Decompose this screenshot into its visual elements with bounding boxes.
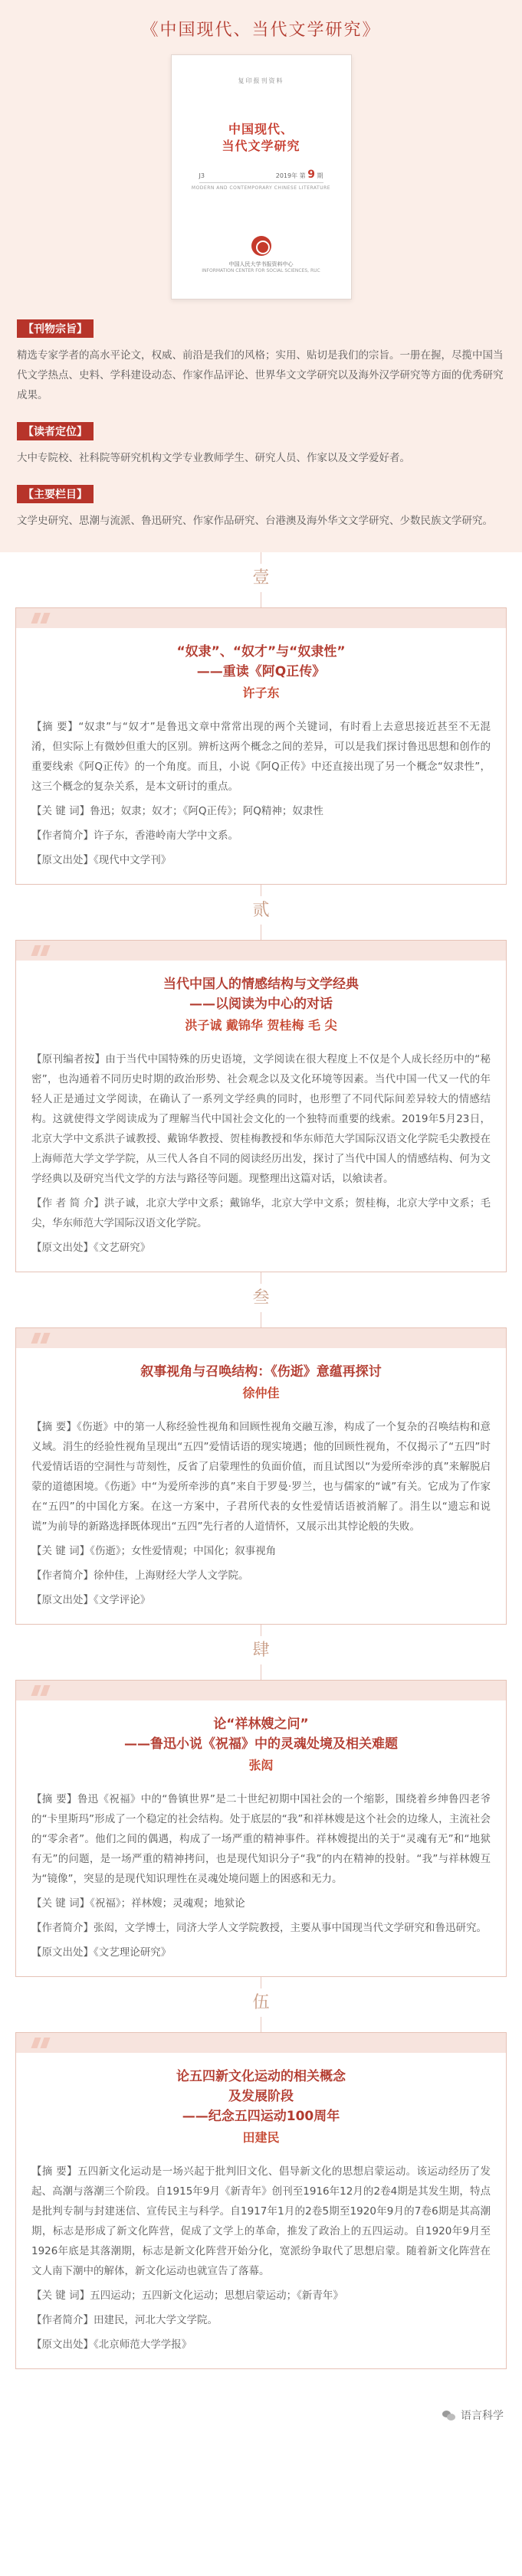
article-number-text: 壹 [245,564,277,592]
cover-year: 2019年 [275,172,298,179]
cover-title-line2: 当代文学研究 [222,139,300,153]
article-card [15,1327,507,1625]
article-heading [16,2053,506,2157]
article-card [15,1680,507,1977]
article-title: 当代中国人的情感结构与文学经典 [163,977,359,992]
article-source: 【原文出处】《文艺研究》 [31,1242,151,1254]
article-divider [0,1625,522,1680]
article-number-text: 贰 [245,896,277,925]
article-subtitle: ——以阅读为中心的对话 [189,997,333,1012]
article-card [15,940,507,1272]
article-divider [0,885,522,940]
article-card [15,2032,507,2369]
article-author-info: 【作者简介】徐仲佳，上海财经大学人文学院。 [31,1569,249,1582]
article-number-text: 伍 [245,1988,277,2017]
article-heading [16,961,506,1045]
banner-chevron-icon [33,2036,51,2050]
cover-issue [276,169,323,181]
article-author-info: 【作者简介】张闳，文学博士，同济大学人文学院教授，主要从事中国现当代文学研究和鲁迅研究。 [31,1922,487,1934]
article-source: 【原文出处】《现代中文学刊》 [31,854,172,866]
article-number [0,565,522,588]
journal-cover-image [171,54,352,299]
article-card [15,607,507,885]
article-summary: 【摘 要】五四新文化运动是一场兴起于批判旧文化、倡导新文化的思想启蒙运动。该运动经历了发起、高潮与落潮三个阶段。自1915年9月《新青年》创刊至1916年12月的2卷4期是其发生期，特点是批判专制与封建迷信、宣传民主与科学。自1917年1月的2卷5期至1920年9月的7卷6期是其高潮期，标志是形成了新文化阵营，促成了文学上的革命，推发了政治上的五四运动。自1920年9月至1926年底是其落潮期，标志是新文化阵营开始分化，宽派纷争取代了思想启蒙。随着新文化阵营在文人南下潮中的解体，新文化运动也就宣告了落幕。 [31,2165,491,2277]
section-label: 【刊物宗旨】 [17,319,94,338]
cover-issue-number: 9 [307,169,315,181]
cover-publisher: 中国人民大学书报资料中心 [228,261,294,267]
article-subtitle: ——纪念五四运动100周年 [182,2109,340,2124]
article-keywords: 【关 键 词】《伤逝》；女性爱情观；中国化；叙事视角 [31,1545,277,1557]
cover-code: J3 [199,172,205,179]
cover-wrap [17,54,505,299]
cover-issue-row [199,169,323,183]
card-banner [16,608,506,628]
section-label: 【主要栏目】 [17,485,94,503]
footer [0,2369,522,2430]
article-subtitle: ——鲁迅小说《祝福》中的灵魂处境及相关难题 [124,1736,398,1752]
article-source: 【原文出处】《文学评论》 [31,1594,151,1606]
article-source: 【原文出处】《北京师范大学学报》 [31,2339,192,2351]
section-label: 【读者定位】 [17,422,94,440]
article-keywords: 【关 键 词】《祝福》；祥林嫂；灵魂观；地狱论 [31,1897,245,1910]
article-author: 张闳 [248,1758,274,1772]
article-title-line2: 及发展阶段 [228,2089,294,2104]
article-number-text: 肆 [245,1636,277,1664]
banner-chevron-icon [33,1684,51,1697]
cover-title-line1: 中国现代、 [228,122,294,136]
section-text: 文学史研究、思潮与流派、鲁迅研究、作家作品研究、台港澳及海外华文文学研究、少数民族文学研究。 [17,515,493,527]
publisher-logo-icon [251,236,271,256]
watermark [442,2407,504,2423]
article-body [16,1045,506,1272]
article-number [0,897,522,921]
card-banner [16,1328,506,1348]
article-number [0,1285,522,1308]
watermark-text: 语言科学 [461,2410,504,2422]
banner-chevron-icon [33,944,51,957]
article-summary: 【原刊编者按】由于当代中国特殊的历史语境，文学阅读在很大程度上不仅是个人成长经历中的“秘密”，也沟通着不同历史时期的政治形势、社会观念以及文化环境等因素。当代中国一代又一代的年轻人正是通过文学阅读，在确认了一系列文学经典的同时，也形塑了不同代际间差异较大的情感结构。这就使得文学阅读成为了理解当代中国社会文化的一个独特而重要的线索。2019年5月23日，北京大学中文系洪子诚教授、戴锦华教授、贺桂梅教授和华东师范大学国际汉语文化学院毛尖教授在上海师范大学文学学院，从三代人各自不同的阅读经历出发，探讨了当代中国人的情感结构、何为文学经典以及研究当代文学的方法与路径等问题。现整理出这篇对话，以飨读者。 [31,1053,491,1185]
article-author: 许子东 [242,686,280,700]
journal-intro [0,0,522,552]
article-divider [0,1272,522,1327]
card-banner [16,1681,506,1700]
article-number [0,1637,522,1661]
section-text: 精选专家学者的高水平论文，权威、前沿是我们的风格；实用、贴切是我们的宗旨。一册在握，尽揽中国当代文学热点、史料、学科建设动态、作家作品评论、世界华文文学研究以及海外汉学研究等方面的优秀研究成果。 [17,349,504,401]
cover-issue-prefix: 第 [299,172,306,179]
article-body [16,1785,506,1976]
article-source: 【原文出处】《文艺理论研究》 [31,1946,172,1959]
article-author: 徐仲佳 [242,1386,280,1400]
article-heading [16,1700,506,1785]
article-author-info: 【作者简介】田建民，河北大学文学院。 [31,2314,218,2326]
info-section-columns [17,485,505,531]
section-text: 大中专院校、社科院等研究机构文学专业教师学生、研究人员、作家以及文学爱好者。 [17,452,410,464]
banner-chevron-icon [33,611,51,625]
info-section-purpose [17,319,505,405]
article-author: 田建民 [242,2130,280,2145]
cover-english-title: MODERN AND CONTEMPORARY CHINESE LITERATURE [191,185,331,191]
article-heading [16,628,506,712]
article-heading [16,1348,506,1412]
info-section-readers [17,422,505,468]
article-summary: 【摘 要】“奴隶”与“奴才”是鲁迅文章中常常出现的两个关键词，有时看上去意思接近甚至不无混淆，但实际上有微妙但重大的区别。辨析这两个概念之间的差异，可以是我们探讨鲁迅思想和创作的重要线索《阿Q正传》的一个角度。而且，小说《阿Q正传》中还直接出现了另一个概念“奴隶性”，这三个概念的复杂关系，是本文研讨的重点。 [31,721,491,793]
banner-chevron-icon [33,1331,51,1345]
article-body [16,712,506,884]
article-body [16,1412,506,1624]
article-title: 叙事视角与召唤结构：《伤逝》意蕴再探讨 [140,1364,382,1380]
card-banner [16,941,506,961]
article-number-text: 叁 [245,1284,277,1312]
article-number [0,1989,522,2013]
article-keywords: 【关 键 词】鲁迅；奴隶；奴才；《阿Q正传》；阿Q精神；奴隶性 [31,805,323,817]
article-author-info: 【作 者 简 介】洪子诚，北京大学中文系；戴锦华，北京大学中文系；贺桂梅，北京大学中文系；毛尖，华东师范大学国际汉语文化学院。 [31,1197,491,1229]
article-author-info: 【作者简介】许子东，香港岭南大学中文系。 [31,830,238,842]
wechat-icon [442,2409,456,2421]
article-divider [0,552,522,607]
cover-series: 复印报刊资料 [238,77,284,84]
article-author: 洪子诚 戴锦华 贺桂梅 毛 尖 [185,1018,337,1033]
article-title: “奴隶”、“奴才”与“奴隶性” [176,644,346,660]
cover-issue-suffix: 期 [317,172,323,179]
cover-publisher-en: INFORMATION CENTER FOR SOCIAL SCIENCES, RUC [202,268,320,273]
journal-title: 《中国现代、当代文学研究》 [141,21,381,40]
article-body [16,2157,506,2368]
article-title: 论“祥林嫂之问” [213,1717,309,1732]
article-summary: 【摘 要】鲁迅《祝福》中的“鲁镇世界”是二十世纪初期中国社会的一个缩影，围绕着乡绅鲁四老爷的“卡里斯玛”形成了一个稳定的社会结构。处于底层的“我”和祥林嫂是这个社会的边缘人，主流社会的“零余者”。他们之间的偶遇，构成了一场严重的精神事件。祥林嫂提出的关于“灵魂有无”和“地狱有无”的问题，是一场严重的精神拷问，也是现代知识分子“我”的内在精神的投射。“我”与祥林嫂互为“镜像”，突显的是现代知识理性在灵魂处境问题上的困惑和无力。 [31,1793,491,1885]
article-title: 论五四新文化运动的相关概念 [176,2069,346,2084]
article-subtitle: ——重读《阿Q正传》 [196,664,326,679]
article-keywords: 【关 键 词】五四运动；五四新文化运动；思想启蒙运动；《新青年》 [31,2290,343,2302]
article-divider [0,1977,522,2032]
article-summary: 【摘 要】《伤逝》中的第一人称经验性视角和回顾性视角交融互渗，构成了一个复杂的召唤结构和意义域。涓生的经验性视角呈现出“五四”爱情话语的现实境遇；他的回顾性视角，不仅揭示了“五四”时代爱情话语的空洞性与苛刻性，反省了启蒙理性的负面价值，而且试图以“为爱所牵涉的真”来解脱启蒙的道德困境。《伤逝》中“为爱所牵涉的真”来自于罗曼·罗兰，也与儒家的“诚”有关。它成为了作家在“五四”的中国化方案。在这一方案中，子君所代表的女性爱情话语被消解了。涓生以“遗忘和说谎”为前导的新路选择既体现出“五四”先行者的人道情怀，又展示出其悖论般的失败。 [31,1421,491,1533]
card-banner [16,2033,506,2053]
